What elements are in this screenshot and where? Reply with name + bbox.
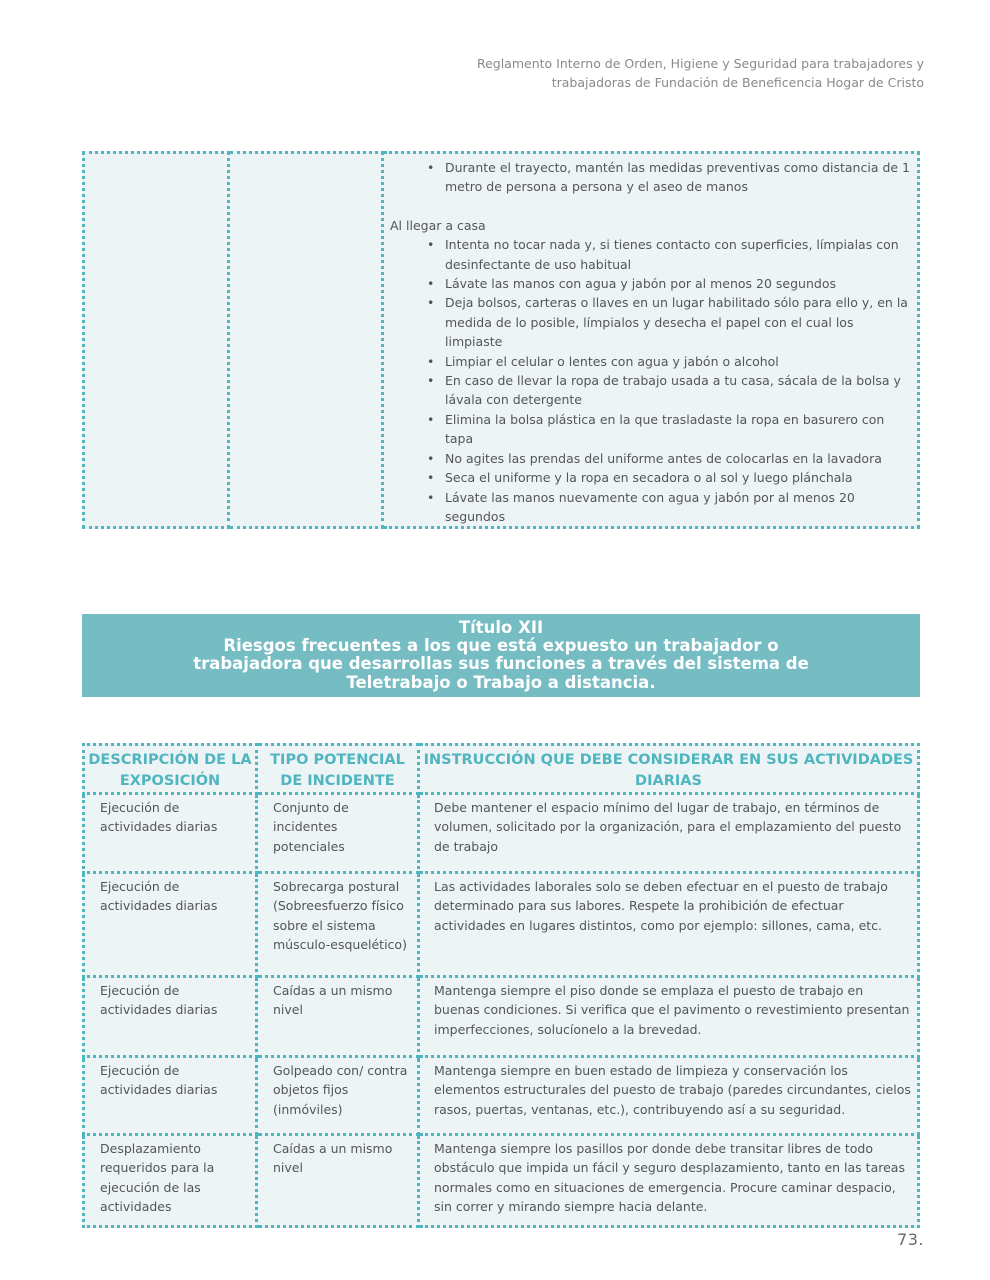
column-header-incidente: TIPO POTENCIAL DE INCIDENTE [257, 745, 419, 794]
page-number: 73. [897, 1230, 924, 1249]
subheading-al-llegar: Al llegar a casa [390, 217, 486, 233]
bullet-list-trayecto [390, 158, 913, 197]
list-item: • Limpiar el celular o lentes con agua y jabón o alcohol [445, 352, 913, 371]
list-item: • Durante el trayecto, mantén las medidas preventivas como distancia de 1 metro de persona a persona y el aseo de manos [445, 158, 913, 197]
instruction-cell: Mantenga siempre en buen estado de limpieza y conservación los elementos estructurales del puesto de trabajo (paredes circundantes, cielos rasos, puertas, ventanas, etc.), contribuyendo así a su seguridad. [419, 1057, 919, 1135]
section-title: Título XII [458, 618, 544, 637]
list-item: • Elimina la bolsa plástica en la que trasladaste la ropa en basurero con tapa [445, 410, 913, 449]
precautions-table-continued [82, 151, 920, 529]
section-subtitle-line-2: trabajadora que desarrollas sus funciones a través del sistema de [193, 654, 809, 674]
incident-cell: Caídas a un mismo nivel [257, 977, 419, 1057]
table-row [84, 1135, 919, 1227]
incident-cell: Sobrecarga postural (Sobreesfuerzo físico sobre el sistema músculo-esquelético) [257, 873, 419, 977]
table-header-row [84, 745, 919, 794]
column-header-exposicion: DESCRIPCIÓN DE LA EXPOSICIÓN [84, 745, 257, 794]
table-row [84, 794, 919, 873]
instructions-cell [383, 153, 919, 528]
risk-table [82, 743, 920, 1228]
instruction-cell: Las actividades laborales solo se deben efectuar en el puesto de trabajo determinado para sus labores. Respete la prohibición de efectuar actividades en lugares distintos, como por ejemplo: sillones, cama, etc. [419, 873, 919, 977]
incident-cell: Caídas a un mismo nivel [257, 1135, 419, 1227]
list-item: • Lávate las manos con agua y jabón por al menos 20 segundos [445, 274, 913, 293]
exposure-cell: Ejecución de actividades diarias [84, 977, 257, 1057]
exposure-cell: Ejecución de actividades diarias [84, 1057, 257, 1135]
table-row [84, 977, 919, 1057]
list-item: • Intenta no tocar nada y, si tienes contacto con superficies, límpialas con desinfectante de uso habitual [445, 235, 913, 274]
header-line-2: trabajadoras de Fundación de Beneficencia Hogar de Cristo [551, 75, 924, 90]
exposure-cell: Ejecución de actividades diarias [84, 794, 257, 873]
empty-cell [229, 153, 383, 528]
section-subtitle-line-1: Riesgos frecuentes a los que está expuesto un trabajador o [223, 636, 779, 656]
section-subtitle-line-3: Teletrabajo o Trabajo a distancia. [346, 672, 656, 692]
header-line-1: Reglamento Interno de Orden, Higiene y Seguridad para trabajadores y [476, 56, 924, 71]
empty-cell [84, 153, 229, 528]
exposure-cell: Desplazamiento requeridos para la ejecución de las actividades [84, 1135, 257, 1227]
list-item: • En caso de llevar la ropa de trabajo usada a tu casa, sácala de la bolsa y lávala con detergente [445, 371, 913, 410]
list-item: • Seca el uniforme y la ropa en secadora o al sol y luego plánchala [445, 468, 913, 487]
instruction-cell: Mantenga siempre el piso donde se emplaza el puesto de trabajo en buenas condiciones. Si verifica que el pavimento o revestimiento presentan imperfecciones, solucíonelo a la brevedad. [419, 977, 919, 1057]
list-item: • Deja bolsos, carteras o llaves en un lugar habilitado sólo para ello y, en la medida de lo posible, límpialos y desecha el papel con el cual los limpiaste [445, 293, 913, 351]
instruction-cell: Debe mantener el espacio mínimo del lugar de trabajo, en términos de volumen, solicitado por la organización, para el emplazamiento del puesto de trabajo [419, 794, 919, 873]
exposure-cell: Ejecución de actividades diarias [84, 873, 257, 977]
column-header-instruccion: INSTRUCCIÓN QUE DEBE CONSIDERAR EN SUS ACTIVIDADES DIARIAS [419, 745, 919, 794]
section-title-banner [82, 614, 920, 697]
list-item: • No agites las prendas del uniforme antes de colocarlas en la lavadora [445, 449, 913, 468]
table-row [84, 1057, 919, 1135]
list-item: • Lávate las manos nuevamente con agua y jabón por al menos 20 segundos [445, 488, 913, 527]
incident-cell: Conjunto de incidentes potenciales [257, 794, 419, 873]
running-header [364, 54, 924, 92]
bullet-list-casa [390, 235, 913, 526]
table-row [84, 153, 919, 528]
table-row [84, 873, 919, 977]
incident-cell: Golpeado con/ contra objetos fijos (inmóviles) [257, 1057, 419, 1135]
instruction-cell: Mantenga siempre los pasillos por donde debe transitar libres de todo obstáculo que impida un fácil y seguro desplazamiento, tanto en las tareas normales como en situaciones de emergencia. Procure caminar despacio, sin correr y mirando siempre hacia delante. [419, 1135, 919, 1227]
